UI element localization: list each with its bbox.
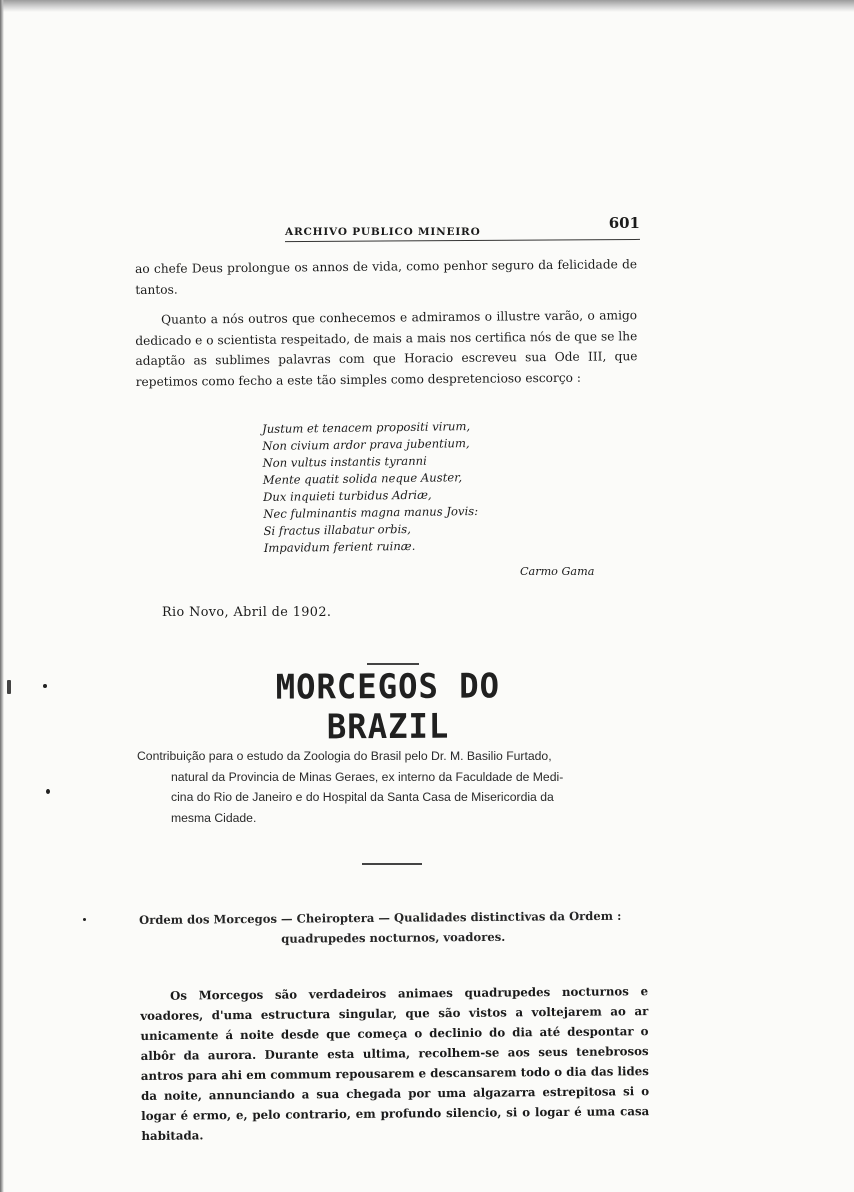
paragraph-closing: ao chefe Deus prolongue os annos de vida, como penhor seguro da felicidade de tantos. <box>135 257 638 297</box>
poem-line: Nec fulminantis magna manus Jovis: <box>263 503 479 521</box>
paragraph-tribute: Quanto a nós outros que conhecemos e admiramos o illustre varão, o amigo dedicado e o scientista respeitado, de mais a mais nos certifica nós de que se lhe adaptão as sublimes palavras com que Horacio escreveu sua Ode III, que repetimos como fecho a este tão simples como despretencioso escorço : <box>135 308 638 389</box>
scan-edge-top <box>0 0 854 12</box>
scan-edge-left <box>0 0 4 1192</box>
author-signature: Carmo Gama <box>520 565 595 578</box>
scan-speck <box>43 684 47 688</box>
poem-line: Non civium ardor prava jubentium, <box>262 436 470 453</box>
article-title: MORCEGOS DO BRAZIL <box>275 666 501 748</box>
scan-speck <box>7 680 11 694</box>
header-rule <box>285 239 640 242</box>
scan-speck <box>46 789 50 794</box>
poem-line: Mente quatit solida neque Auster, <box>262 470 463 487</box>
poem-line: Si fractus illabatur orbis, <box>263 521 411 538</box>
poem-line: Justum et tenacem propositi virum, <box>262 419 471 436</box>
poem-line: Impavidum ferient ruinæ. <box>263 538 416 555</box>
order-heading <box>139 906 647 950</box>
latin-poem <box>262 417 564 557</box>
article-body-paragraph: Os Morcegos são verdadeiros animaes quadrupedes nocturnos e voadores, d'uma estructura singular, que são vistos a voltejarem ao ar unicamente á noite desde que começa o declinio do dia até despontar o albôr da aurora. Durante esta ultima, recolhem-se aos seus tenebrosos antros para ahi em commum repousarem e descansarem todo o dia das lides da noite, annunciando a sua chegada por uma algazarra estrepitosa si o logar é ermo, e, pelo contrario, em profundo silencio, si o logar é uma casa habitada. <box>140 984 650 1143</box>
section-divider <box>367 663 419 665</box>
poem-line: Dux inquieti turbidus Adriæ, <box>262 487 432 504</box>
contribution-note <box>137 746 642 828</box>
section-divider <box>362 863 422 865</box>
contribution-line: cina do Rio de Janeiro e do Hospital da Santa Casa de Misericordia da <box>171 790 554 804</box>
contribution-line: natural da Provincia de Minas Geraes, ex interno da Faculdade de Medi- <box>171 769 564 784</box>
page-number: 601 <box>608 214 640 232</box>
order-heading-line: Ordem dos Morcegos — Cheiroptera — Qualidades distinctivas da Ordem : <box>139 908 622 927</box>
contribution-line: Contribuição para o estudo da Zoologia do Brasil pelo Dr. M. Basilio Furtado, <box>137 749 552 763</box>
order-heading-line: quadrupedes nocturnos, voadores. <box>281 929 506 946</box>
place-date: Rio Novo, Abril de 1902. <box>162 605 332 620</box>
poem-line: Non vultus instantis tyranni <box>262 453 427 470</box>
contribution-line: mesma Cidade. <box>171 810 257 825</box>
scan-speck <box>83 918 86 921</box>
page-header <box>285 214 640 246</box>
journal-title: ARCHIVO PUBLICO MINEIRO <box>285 226 481 238</box>
